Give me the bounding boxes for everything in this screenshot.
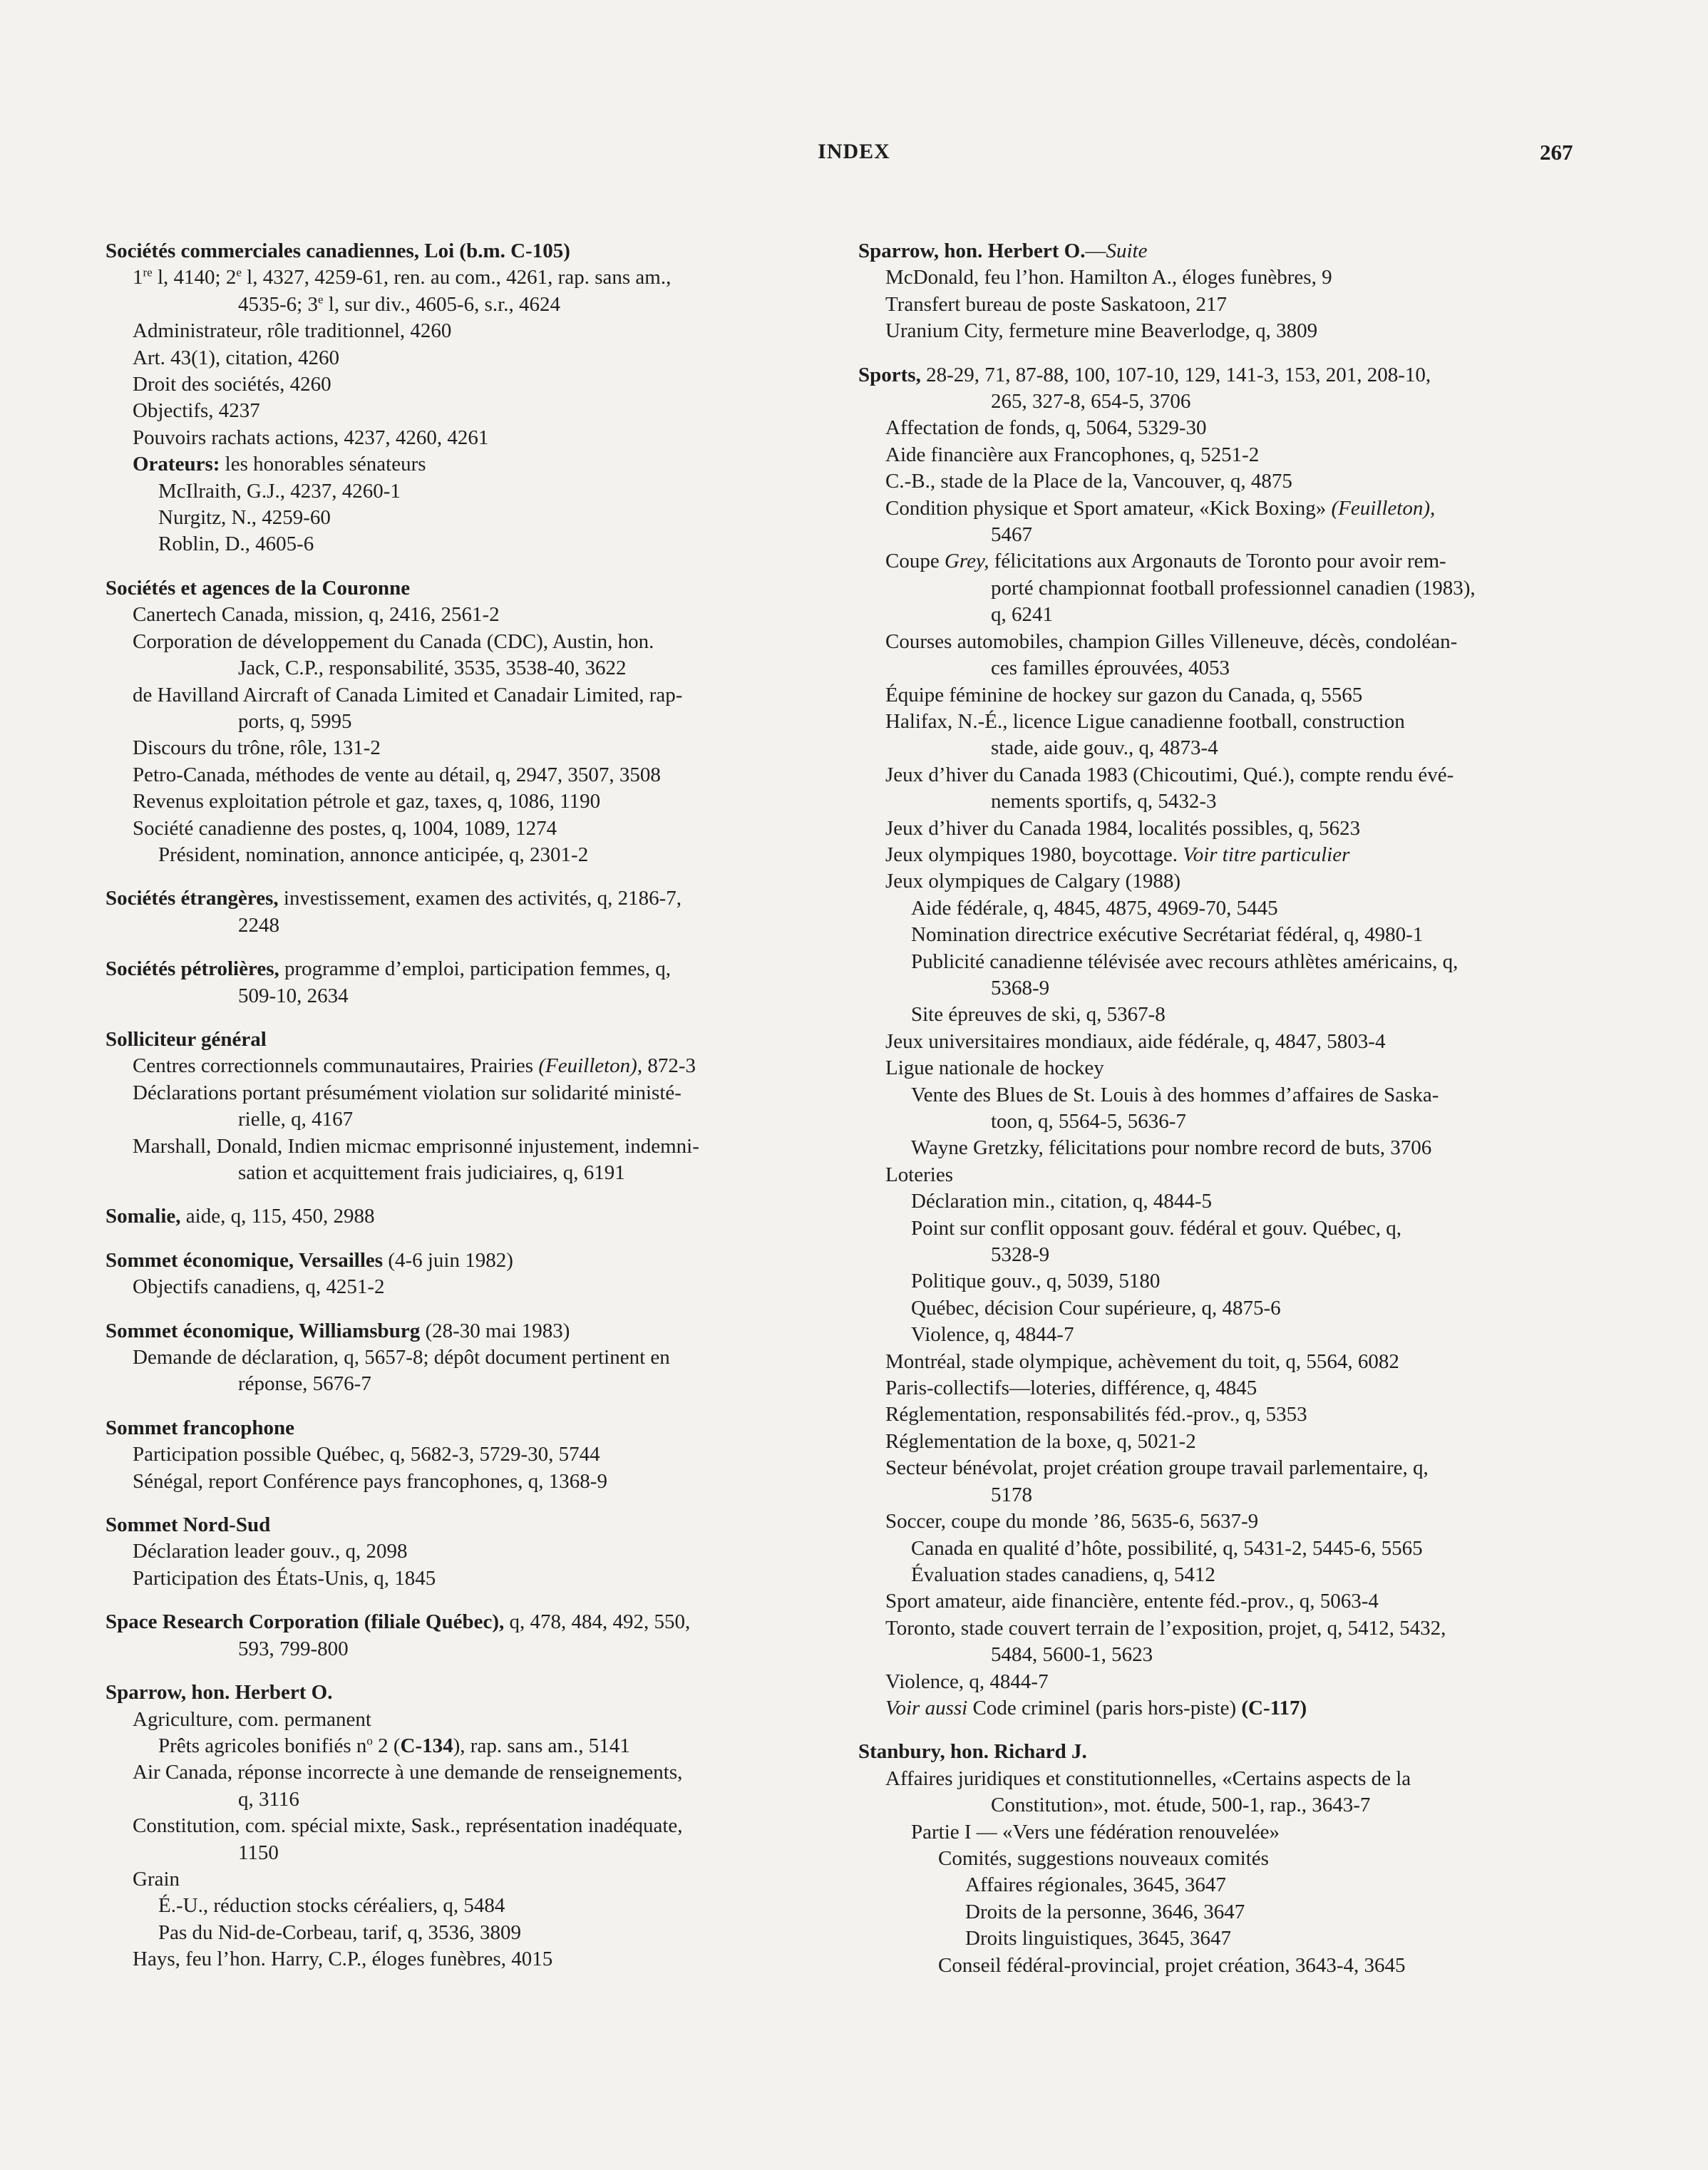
index-line [858, 629, 1585, 655]
index-text: Violence, q, 4844-7 [911, 1323, 1074, 1347]
index-text: Wayne Gretzky, félicitations pour nombre record de buts, 3706 [911, 1136, 1432, 1160]
index-line [858, 1055, 1585, 1081]
index-line [106, 505, 833, 531]
index-entry [106, 1203, 833, 1230]
index-text: l, 4140; 2 [152, 266, 237, 289]
index-line [858, 1695, 1585, 1722]
index-text: ), rap. sans am., 5141 [453, 1734, 630, 1757]
index-text: Suite [1106, 240, 1148, 262]
index-text: Jeux d’hiver du Canada 1983 (Chicoutimi, Qué.), compte rendu évé- [885, 763, 1454, 786]
index-text: Droits linguistiques, 3645, 3647 [965, 1927, 1231, 1950]
index-text: Sommet Nord-Sud [106, 1513, 271, 1537]
index-line [106, 735, 833, 761]
index-text: q, 478, 484, 492, 550, [504, 1610, 691, 1634]
index-line [858, 1135, 1585, 1161]
index-line [106, 1707, 833, 1733]
index-text: stade, aide gouv., q, 4873-4 [991, 736, 1218, 760]
index-heading [106, 956, 833, 982]
index-entry [106, 1318, 833, 1398]
index-line [106, 531, 833, 557]
index-line [106, 682, 833, 709]
index-text: Sparrow, hon. Herbert O. [858, 240, 1086, 262]
index-line [106, 983, 833, 1009]
index-text: Soccer, coupe du monde ’86, 5635-6, 5637-9 [885, 1510, 1259, 1533]
index-text: Jeux olympiques de Calgary (1988) [885, 870, 1180, 893]
index-line [106, 292, 833, 318]
index-text: Participation possible Québec, q, 5682-3, 5729-30, 5744 [133, 1443, 600, 1466]
index-text: Somalie, [106, 1205, 181, 1228]
index-heading [106, 238, 833, 264]
index-text: Jeux d’hiver du Canada 1984, localités possibles, q, 5623 [885, 816, 1361, 840]
index-text: Halifax, N.-É., licence Ligue canadienne football, construction [885, 709, 1405, 733]
index-line [858, 709, 1585, 735]
index-text: 2 ( [372, 1734, 401, 1757]
index-text: Paris-collectifs—loteries, différence, q, 4845 [885, 1377, 1257, 1400]
index-line [858, 1953, 1585, 1979]
index-text: Revenus exploitation pétrole et gaz, taxes, q, 1086, 1190 [133, 790, 601, 813]
index-text: Pouvoirs rachats actions, 4237, 4260, 4261 [133, 426, 489, 449]
index-text: 5178 [991, 1483, 1032, 1506]
index-line [106, 478, 833, 505]
index-line [106, 1565, 833, 1592]
index-text: Centres correctionnels communautaires, Prairies [133, 1054, 539, 1078]
index-text: McDonald, feu l’hon. Hamilton A., éloges funèbres, 9 [885, 266, 1332, 289]
index-text: 5484, 5600-1, 5623 [991, 1643, 1153, 1667]
index-entry [858, 1739, 1585, 1979]
index-line [106, 1441, 833, 1468]
index-line [858, 655, 1585, 682]
index-text: investissement, examen des activités, q, 2186-7, [278, 887, 682, 910]
index-heading [106, 1027, 833, 1053]
index-text: Constitution», mot. étude, 500-1, rap., 3643-7 [991, 1794, 1371, 1817]
index-text: Affaires régionales, 3645, 3647 [965, 1873, 1226, 1897]
index-line [858, 1766, 1585, 1792]
index-text: Grey, [944, 550, 989, 573]
index-line [858, 1669, 1585, 1695]
index-heading [106, 1203, 833, 1230]
index-text: Objectifs, 4237 [133, 399, 260, 423]
index-entry [106, 1415, 833, 1495]
index-text: Droit des sociétés, 4260 [133, 373, 331, 396]
index-line [106, 1813, 833, 1839]
index-line [858, 1925, 1585, 1952]
index-line [106, 816, 833, 842]
index-line [858, 1109, 1585, 1135]
index-text: Site épreuves de ski, q, 5367-8 [911, 1003, 1166, 1027]
index-line [858, 1268, 1585, 1295]
index-text: Sociétés commerciales canadiennes, Loi (b.m. C-105) [106, 240, 570, 262]
index-text: 28-29, 71, 87-88, 100, 107-10, 129, 141-3, 153, 201, 208-10, [920, 363, 1431, 386]
index-text: Affectation de fonds, q, 5064, 5329-30 [885, 416, 1207, 440]
index-line [858, 788, 1585, 815]
index-text: Petro-Canada, méthodes de vente au détail, q, 2947, 3507, 3508 [133, 763, 661, 786]
index-text: Droits de la personne, 3646, 3647 [965, 1900, 1245, 1923]
index-text: nements sportifs, q, 5432-3 [991, 790, 1217, 813]
index-line [106, 655, 833, 682]
index-heading [106, 885, 833, 912]
index-text: Sénégal, report Conférence pays francophones, q, 1368-9 [133, 1469, 607, 1493]
index-text: McIlraith, G.J., 4237, 4260-1 [158, 479, 401, 503]
index-text: Sommet francophone [106, 1416, 295, 1439]
index-line [858, 868, 1585, 895]
index-text: Réglementation de la boxe, q, 5021-2 [885, 1429, 1196, 1453]
index-text: Roblin, D., 4605-6 [158, 533, 314, 556]
index-text: Ligue nationale de hockey [885, 1056, 1104, 1080]
index-text: félicitations aux Argonauts de Toronto pour avoir rem- [989, 550, 1446, 573]
index-text: Prêts agricoles bonifiés n [158, 1734, 367, 1757]
index-text: Montréal, stade olympique, achèvement du toit, q, 5564, 6082 [885, 1349, 1399, 1373]
index-line [106, 345, 833, 371]
index-line [858, 1562, 1585, 1588]
index-text: Jack, C.P., responsabilité, 3535, 3538-40, 3622 [238, 657, 627, 680]
index-line [858, 1819, 1585, 1846]
index-text: Sparrow, hon. Herbert O. [106, 1681, 333, 1704]
index-entry [106, 1680, 833, 1973]
index-text: 1 [133, 266, 143, 289]
index-text: Loteries [885, 1163, 954, 1186]
index-text: Politique gouv., q, 5039, 5180 [911, 1270, 1161, 1293]
index-line [106, 1160, 833, 1186]
index-text: Courses automobiles, champion Gilles Villeneuve, décès, condoléan- [885, 629, 1458, 653]
index-line [106, 602, 833, 628]
index-text: 5467 [991, 523, 1032, 547]
page-title: INDEX [818, 140, 890, 163]
index-heading [106, 1512, 833, 1538]
index-line [858, 1002, 1585, 1028]
index-line [106, 1733, 833, 1759]
index-line [858, 1242, 1585, 1268]
index-line [858, 949, 1585, 975]
index-text: l, 4327, 4259-61, ren. au com., 4261, rap. sans am., [241, 266, 672, 289]
index-line [858, 1508, 1585, 1535]
index-line [858, 1846, 1585, 1872]
index-line [858, 1429, 1585, 1455]
index-text: Objectifs canadiens, q, 4251-2 [133, 1275, 385, 1299]
index-text: Agriculture, com. permanent [133, 1707, 371, 1731]
index-text: Voir titre particulier [1183, 843, 1350, 866]
index-line [858, 389, 1585, 415]
index-entry [106, 1609, 833, 1662]
index-text: Toronto, stade couvert terrain de l’exposition, projet, q, 5412, 5432, [885, 1616, 1446, 1640]
index-line [106, 425, 833, 451]
index-line [106, 1106, 833, 1133]
index-column-right [858, 238, 1585, 1996]
index-line [858, 1402, 1585, 1428]
index-heading [106, 575, 833, 602]
index-line [858, 922, 1585, 948]
index-line [106, 1786, 833, 1813]
index-text: Condition physique et Sport amateur, «Kick Boxing» [885, 496, 1332, 520]
index-line [858, 1082, 1585, 1109]
page-number: 267 [1540, 140, 1573, 165]
index-text: Société canadienne des postes, q, 1004, 1089, 1274 [133, 816, 557, 840]
index-line [858, 1642, 1585, 1668]
index-entry [106, 238, 833, 558]
index-text: les honorables sénateurs [220, 453, 426, 476]
index-text: Canada en qualité d’hôte, possibilité, q, 5431-2, 5445-6, 5565 [911, 1536, 1423, 1560]
index-text: l, sur div., 4605-6, s.r., 4624 [323, 292, 560, 316]
index-entry [106, 885, 833, 939]
index-line [106, 788, 833, 815]
index-line [858, 575, 1585, 602]
index-text: aide, q, 115, 450, 2988 [180, 1205, 375, 1228]
index-text: Sports, [858, 363, 921, 386]
index-line [858, 842, 1585, 868]
index-line [106, 318, 833, 344]
index-text: Solliciteur général [106, 1027, 267, 1051]
index-entry [106, 956, 833, 1009]
index-text: Sport amateur, aide financière, entente féd.-prov., q, 5063-4 [885, 1590, 1379, 1613]
index-line [858, 1188, 1585, 1215]
index-text: Air Canada, réponse incorrecte à une demande de renseignements, [133, 1761, 683, 1784]
index-text: Conseil fédéral-provincial, projet création, 3643-4, 3645 [938, 1953, 1406, 1977]
index-text: Sommet économique, Williamsburg [106, 1319, 421, 1342]
index-text: Voir aussi [885, 1696, 968, 1719]
index-text: Constitution, com. spécial mixte, Sask., représentation inadéquate, [133, 1814, 683, 1838]
index-line [858, 762, 1585, 788]
index-line [858, 1536, 1585, 1562]
index-entry [106, 1248, 833, 1301]
index-text: 265, 327-8, 654-5, 3706 [991, 390, 1191, 413]
index-text: Déclaration min., citation, q, 4844-5 [911, 1190, 1213, 1213]
index-line [106, 1538, 833, 1565]
index-text: 5328-9 [991, 1243, 1050, 1267]
index-line [858, 468, 1585, 495]
index-heading [106, 1318, 833, 1344]
index-text: Stanbury, hon. Richard J. [858, 1740, 1087, 1764]
index-text: Violence, q, 4844-7 [885, 1670, 1049, 1693]
index-line [106, 451, 833, 478]
index-line [106, 1759, 833, 1786]
index-heading [106, 1415, 833, 1441]
index-line [858, 1349, 1585, 1375]
index-text: Aide financière aux Francophones, q, 5251-2 [885, 443, 1260, 466]
index-entry [106, 1027, 833, 1186]
index-text: Déclarations portant présumément violation sur solidarité ministé- [133, 1081, 681, 1104]
index-line [106, 1469, 833, 1495]
index-heading [106, 1680, 833, 1706]
index-text: Comités, suggestions nouveaux comités [938, 1846, 1269, 1870]
index-text: 509-10, 2634 [238, 984, 349, 1007]
index-text: Coupe [885, 550, 945, 573]
index-heading [858, 362, 1585, 389]
index-line [106, 709, 833, 735]
index-text: Vente des Blues de St. Louis à des hommes d’affaires de Saska- [911, 1083, 1439, 1106]
index-line [858, 1792, 1585, 1819]
index-text: Grain [133, 1867, 180, 1891]
index-text: Québec, décision Cour supérieure, q, 4875-6 [911, 1296, 1281, 1320]
index-text: Réglementation, responsabilités féd.-prov., q, 5353 [885, 1403, 1307, 1426]
index-text: e [317, 292, 324, 307]
index-text: q, 3116 [238, 1787, 299, 1811]
index-heading [106, 1609, 833, 1635]
index-line [858, 292, 1585, 318]
index-text: 1150 [238, 1841, 279, 1864]
index-heading [858, 1739, 1585, 1765]
index-text: toon, q, 5564-5, 5636-7 [991, 1110, 1186, 1133]
index-text: Partie I — «Vers une fédération renouvelée» [911, 1820, 1280, 1844]
index-text: Affaires juridiques et constitutionnelles, «Certains aspects de la [885, 1767, 1411, 1790]
index-line [858, 1455, 1585, 1481]
index-entry [106, 1512, 833, 1592]
index-text: Sociétés étrangères, [106, 887, 279, 910]
index-text: Sociétés et agences de la Couronne [106, 576, 411, 600]
index-text: ports, q, 5995 [238, 709, 352, 733]
index-line [106, 1866, 833, 1893]
index-line [858, 495, 1585, 522]
index-text: (28-30 mai 1983) [420, 1319, 570, 1342]
index-text: Pas du Nid-de-Corbeau, tarif, q, 3536, 3809 [158, 1920, 522, 1944]
index-entry [106, 575, 833, 868]
index-text: Orateurs: [133, 453, 220, 476]
index-text: programme d’emploi, participation femmes, q, [279, 957, 671, 981]
index-text: Président, nomination, annonce anticipée, q, 2301-2 [158, 843, 589, 866]
index-text: (Feuilleton) [538, 1054, 637, 1078]
index-text: re [143, 265, 153, 279]
index-line [106, 762, 833, 788]
index-text: sation et acquittement frais judiciaires, q, 6191 [238, 1161, 625, 1184]
index-line [106, 1080, 833, 1106]
index-line [106, 1920, 833, 1946]
index-text: (Feuilleton), [1331, 496, 1436, 520]
index-line [858, 318, 1585, 344]
index-line [858, 1322, 1585, 1348]
index-text: Jeux olympiques 1980, boycottage. [885, 843, 1183, 866]
index-text: Discours du trône, rôle, 131-2 [133, 736, 381, 760]
index-text: o [366, 1734, 373, 1748]
index-text: q, 6241 [991, 603, 1053, 627]
index-text: 5368-9 [991, 976, 1050, 999]
index-text: 4535-6; 3 [238, 292, 318, 316]
index-line [858, 816, 1585, 842]
index-text: C.-B., stade de la Place de la, Vancouver, q, 4875 [885, 470, 1292, 493]
index-text: Administrateur, rôle traditionnel, 4260 [133, 319, 452, 343]
index-text: ces familles éprouvées, 4053 [991, 657, 1230, 680]
index-entry [858, 362, 1585, 1722]
index-column-left [106, 238, 833, 1990]
index-line [858, 1482, 1585, 1508]
index-line [858, 602, 1585, 628]
index-text: É.-U., réduction stocks céréaliers, q, 5484 [158, 1894, 505, 1918]
index-line [106, 1053, 833, 1079]
index-text: 593, 799-800 [238, 1637, 349, 1660]
index-text: Publicité canadienne télévisée avec recours athlètes américains, q, [911, 950, 1459, 973]
index-line [858, 415, 1585, 441]
index-text: de Havilland Aircraft of Canada Limited et Canadair Limited, rap- [133, 683, 683, 706]
index-text: Canertech Canada, mission, q, 2416, 2561-2 [133, 603, 500, 627]
index-line [858, 1588, 1585, 1615]
index-line [858, 735, 1585, 761]
index-line [858, 975, 1585, 1002]
index-text: (4-6 juin 1982) [383, 1248, 513, 1272]
index-text: Secteur bénévolat, projet création groupe travail parlementaire, q, [885, 1456, 1429, 1480]
index-line [858, 1375, 1585, 1402]
index-line [858, 522, 1585, 548]
index-text: Corporation de développement du Canada (CDC), Austin, hon. [133, 629, 654, 653]
index-line [858, 1899, 1585, 1925]
index-line [106, 912, 833, 939]
index-text: Nurgitz, N., 4259-60 [158, 506, 331, 530]
index-line [106, 1133, 833, 1160]
index-text: Transfert bureau de poste Saskatoon, 217 [885, 292, 1227, 316]
index-text: (C-117) [1241, 1696, 1307, 1719]
index-text: Point sur conflit opposant gouv. fédéral et gouv. Québec, q, [911, 1216, 1402, 1240]
index-text: Sociétés pétrolières, [106, 957, 279, 981]
index-text: Demande de déclaration, q, 5657-8; dépôt document pertinent en [133, 1346, 670, 1369]
index-text: rielle, q, 4167 [238, 1108, 354, 1131]
index-line [106, 842, 833, 868]
index-text: Équipe féminine de hockey sur gazon du Canada, q, 5565 [885, 683, 1363, 706]
index-line [106, 1344, 833, 1371]
index-text: Uranium City, fermeture mine Beaverlodge, q, 3809 [885, 319, 1318, 343]
index-line [106, 398, 833, 424]
index-line [106, 1636, 833, 1662]
index-line [106, 1946, 833, 1973]
index-line [106, 1840, 833, 1866]
index-text: réponse, 5676-7 [238, 1372, 371, 1396]
index-text: — [1085, 240, 1106, 262]
index-text: Aide fédérale, q, 4845, 4875, 4969-70, 5445 [911, 896, 1278, 920]
index-line [858, 1615, 1585, 1642]
index-heading [858, 238, 1585, 264]
index-line [106, 264, 833, 291]
index-text: porté championnat football professionnel canadien (1983), [991, 576, 1476, 600]
index-text: , 872-3 [637, 1054, 696, 1078]
index-line [858, 442, 1585, 468]
index-text: 2248 [238, 913, 279, 937]
index-text: Code criminel (paris hors-piste) [967, 1696, 1242, 1719]
index-line [858, 264, 1585, 291]
index-text: Nomination directrice exécutive Secrétariat fédéral, q, 4980-1 [911, 923, 1424, 947]
index-line [106, 371, 833, 398]
index-text: Hays, feu l’hon. Harry, C.P., éloges funèbres, 4015 [133, 1948, 553, 1971]
index-text: Marshall, Donald, Indien micmac emprisonné injustement, indemni- [133, 1134, 699, 1158]
index-line [858, 895, 1585, 922]
index-text: Art. 43(1), citation, 4260 [133, 346, 339, 369]
index-line [858, 1215, 1585, 1242]
index-text: e [236, 265, 242, 279]
index-line [858, 1295, 1585, 1322]
index-line [106, 1274, 833, 1300]
index-line [858, 1162, 1585, 1188]
index-line [106, 629, 833, 655]
index-entry [858, 238, 1585, 345]
index-text: C-134 [400, 1734, 453, 1757]
index-text: Participation des États-Unis, q, 1845 [133, 1566, 436, 1590]
index-line [858, 1872, 1585, 1898]
index-line [858, 548, 1585, 575]
index-line [858, 682, 1585, 709]
index-line [858, 1029, 1585, 1055]
index-text: Jeux universitaires mondiaux, aide fédérale, q, 4847, 5803-4 [885, 1029, 1386, 1053]
index-heading [106, 1248, 833, 1274]
index-line [106, 1371, 833, 1397]
index-text: Déclaration leader gouv., q, 2098 [133, 1540, 408, 1563]
index-text: Sommet économique, Versailles [106, 1248, 384, 1272]
index-line [106, 1893, 833, 1919]
index-text: Évaluation stades canadiens, q, 5412 [911, 1563, 1215, 1586]
index-text: Space Research Corporation (filiale Québec), [106, 1610, 505, 1634]
